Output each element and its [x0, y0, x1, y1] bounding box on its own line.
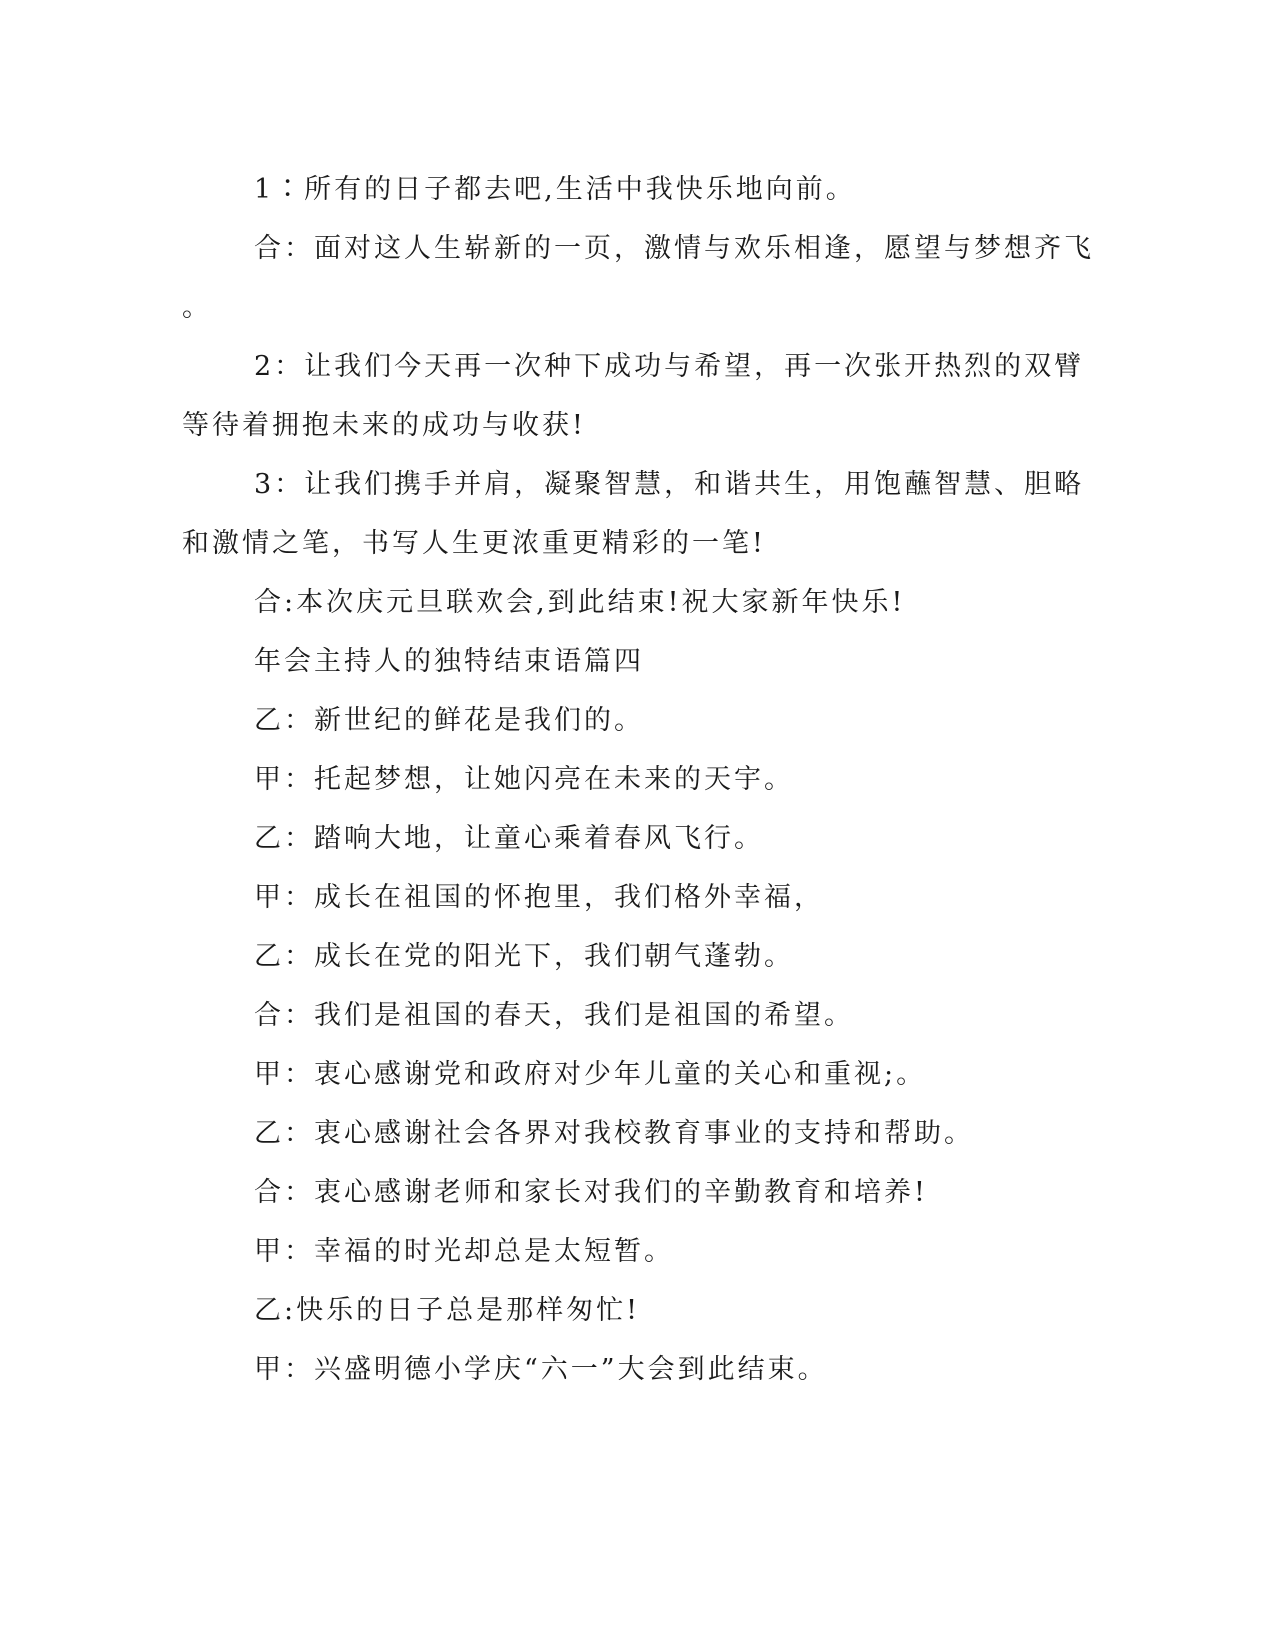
line-4: 2：让我们今天再一次种下成功与希望，再一次张开热烈的双臂	[254, 351, 1085, 382]
line-16: 甲：衷心感谢党和政府对少年儿童的关心和重视;。	[254, 1059, 927, 1090]
line-18: 合：衷心感谢老师和家长对我们的辛勤教育和培养!	[254, 1177, 928, 1208]
line-20: 乙:快乐的日子总是那样匆忙!	[254, 1295, 640, 1326]
line-1: 1∶所有的日子都去吧,生活中我快乐地向前。	[254, 174, 856, 205]
line-15: 合：我们是祖国的春天，我们是祖国的希望。	[254, 1000, 854, 1031]
line-2: 合：面对这人生崭新的一页，激情与欢乐相逢，愿望与梦想齐飞	[254, 233, 1094, 264]
line-21: 甲：兴盛明德小学庆“六一”大会到此结束。	[254, 1354, 828, 1385]
line-19: 甲：幸福的时光却总是太短暂。	[254, 1236, 674, 1267]
document-body	[182, 160, 1094, 1399]
line-8: 合:本次庆元旦联欢会,到此结束!祝大家新年快乐!	[254, 587, 906, 618]
line-6: 3：让我们携手并肩，凝聚智慧，和谐共生，用饱蘸智慧、胆略	[254, 469, 1085, 500]
line-14: 乙：成长在党的阳光下，我们朝气蓬勃。	[254, 941, 794, 972]
line-17: 乙：衷心感谢社会各界对我校教育事业的支持和帮助。	[254, 1118, 974, 1149]
line-12: 乙：踏响大地，让童心乘着春风飞行。	[254, 823, 764, 854]
line-10: 乙：新世纪的鲜花是我们的。	[254, 705, 644, 736]
line-13: 甲：成长在祖国的怀抱里，我们格外幸福，	[254, 882, 824, 913]
line-3: 。	[182, 292, 212, 323]
section-heading: 年会主持人的独特结束语篇四	[254, 646, 644, 677]
line-5: 等待着拥抱未来的成功与收获!	[182, 410, 586, 441]
line-7: 和激情之笔，书写人生更浓重更精彩的一笔!	[182, 528, 766, 559]
line-11: 甲：托起梦想，让她闪亮在未来的天宇。	[254, 764, 794, 795]
